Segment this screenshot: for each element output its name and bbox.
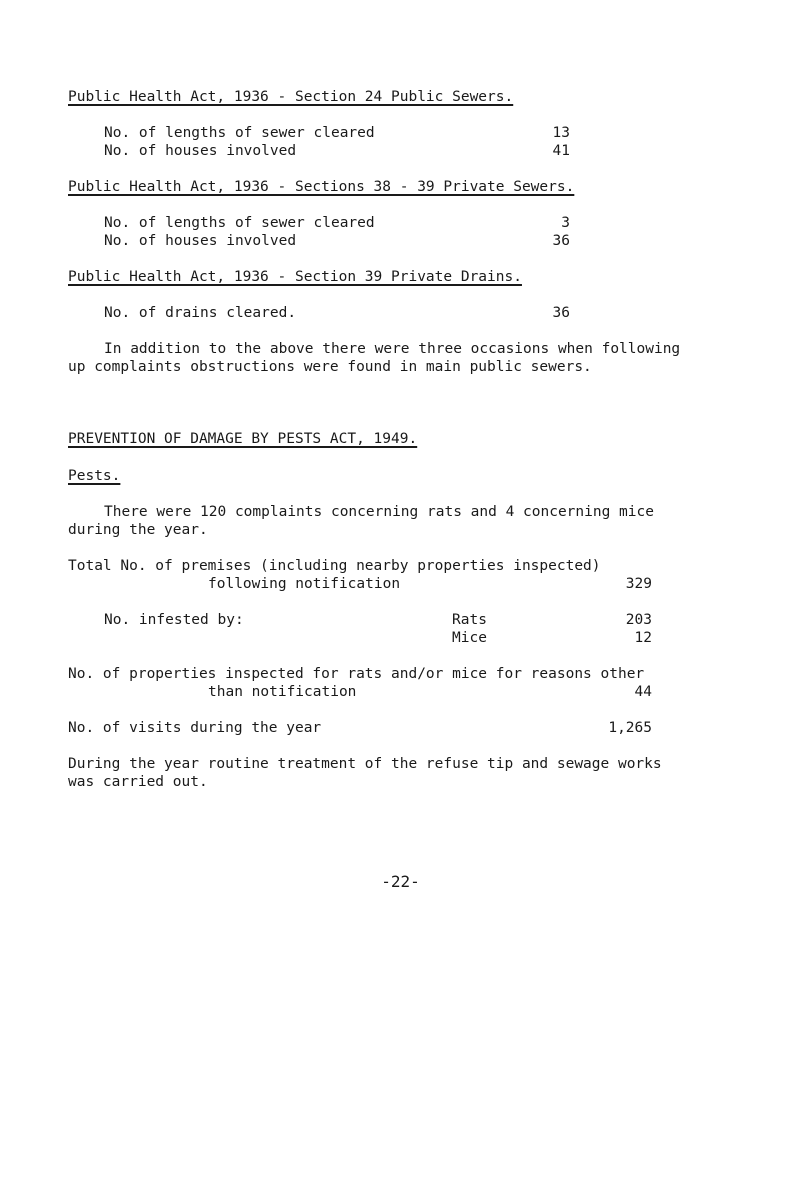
paragraph-line: during the year. (68, 522, 208, 538)
paragraph-line: There were 120 complaints concerning rats and 4 concerning mice (104, 504, 654, 520)
infested-rats-label: Rats (452, 612, 487, 628)
paragraph-line: In addition to the above there were three occasions when following (104, 341, 681, 357)
row-value: 41 (552, 143, 570, 159)
row-label: No. of lengths of sewer cleared (104, 125, 375, 141)
row-label: No. of houses involved (104, 143, 297, 159)
row-label: No. of lengths of sewer cleared (104, 215, 375, 231)
premises-label-cont: following notification (208, 576, 401, 592)
page-number: -22- (381, 872, 420, 891)
other-inspections-value: 44 (634, 684, 652, 700)
heading-private-drains: Public Health Act, 1936 - Section 39 Private Drains. (68, 269, 522, 285)
row-value: 3 (561, 215, 570, 231)
infested-label: No. infested by: (104, 612, 244, 628)
paragraph-line: During the year routine treatment of the refuse tip and sewage works (68, 756, 662, 772)
premises-value: 329 (625, 576, 652, 592)
heading-private-sewers: Public Health Act, 1936 - Sections 38 - 39 Private Sewers. (68, 179, 575, 195)
infested-mice-label: Mice (452, 630, 487, 646)
row-value: 36 (552, 233, 570, 249)
visits-value: 1,265 (608, 720, 652, 736)
paragraph-line: was carried out. (68, 774, 208, 790)
premises-label: Total No. of premises (including nearby properties inspected) (68, 558, 601, 574)
infested-mice-value: 12 (634, 630, 652, 646)
visits-label: No. of visits during the year (68, 720, 322, 736)
infested-rats-value: 203 (625, 612, 652, 628)
row-label: No. of houses involved (104, 233, 297, 249)
heading-public-sewers: Public Health Act, 1936 - Section 24 Public Sewers. (68, 89, 514, 105)
row-label: No. of drains cleared. (104, 305, 297, 321)
heading-pests-act: PREVENTION OF DAMAGE BY PESTS ACT, 1949. (68, 431, 418, 447)
paragraph-line: up complaints obstructions were found in main public sewers. (68, 359, 592, 375)
subheading-pests: Pests. (68, 468, 121, 484)
row-value: 36 (552, 305, 570, 321)
other-inspections-label-cont: than notification (208, 684, 357, 700)
row-value: 13 (552, 125, 570, 141)
other-inspections-label: No. of properties inspected for rats and/or mice for reasons other (68, 666, 645, 682)
